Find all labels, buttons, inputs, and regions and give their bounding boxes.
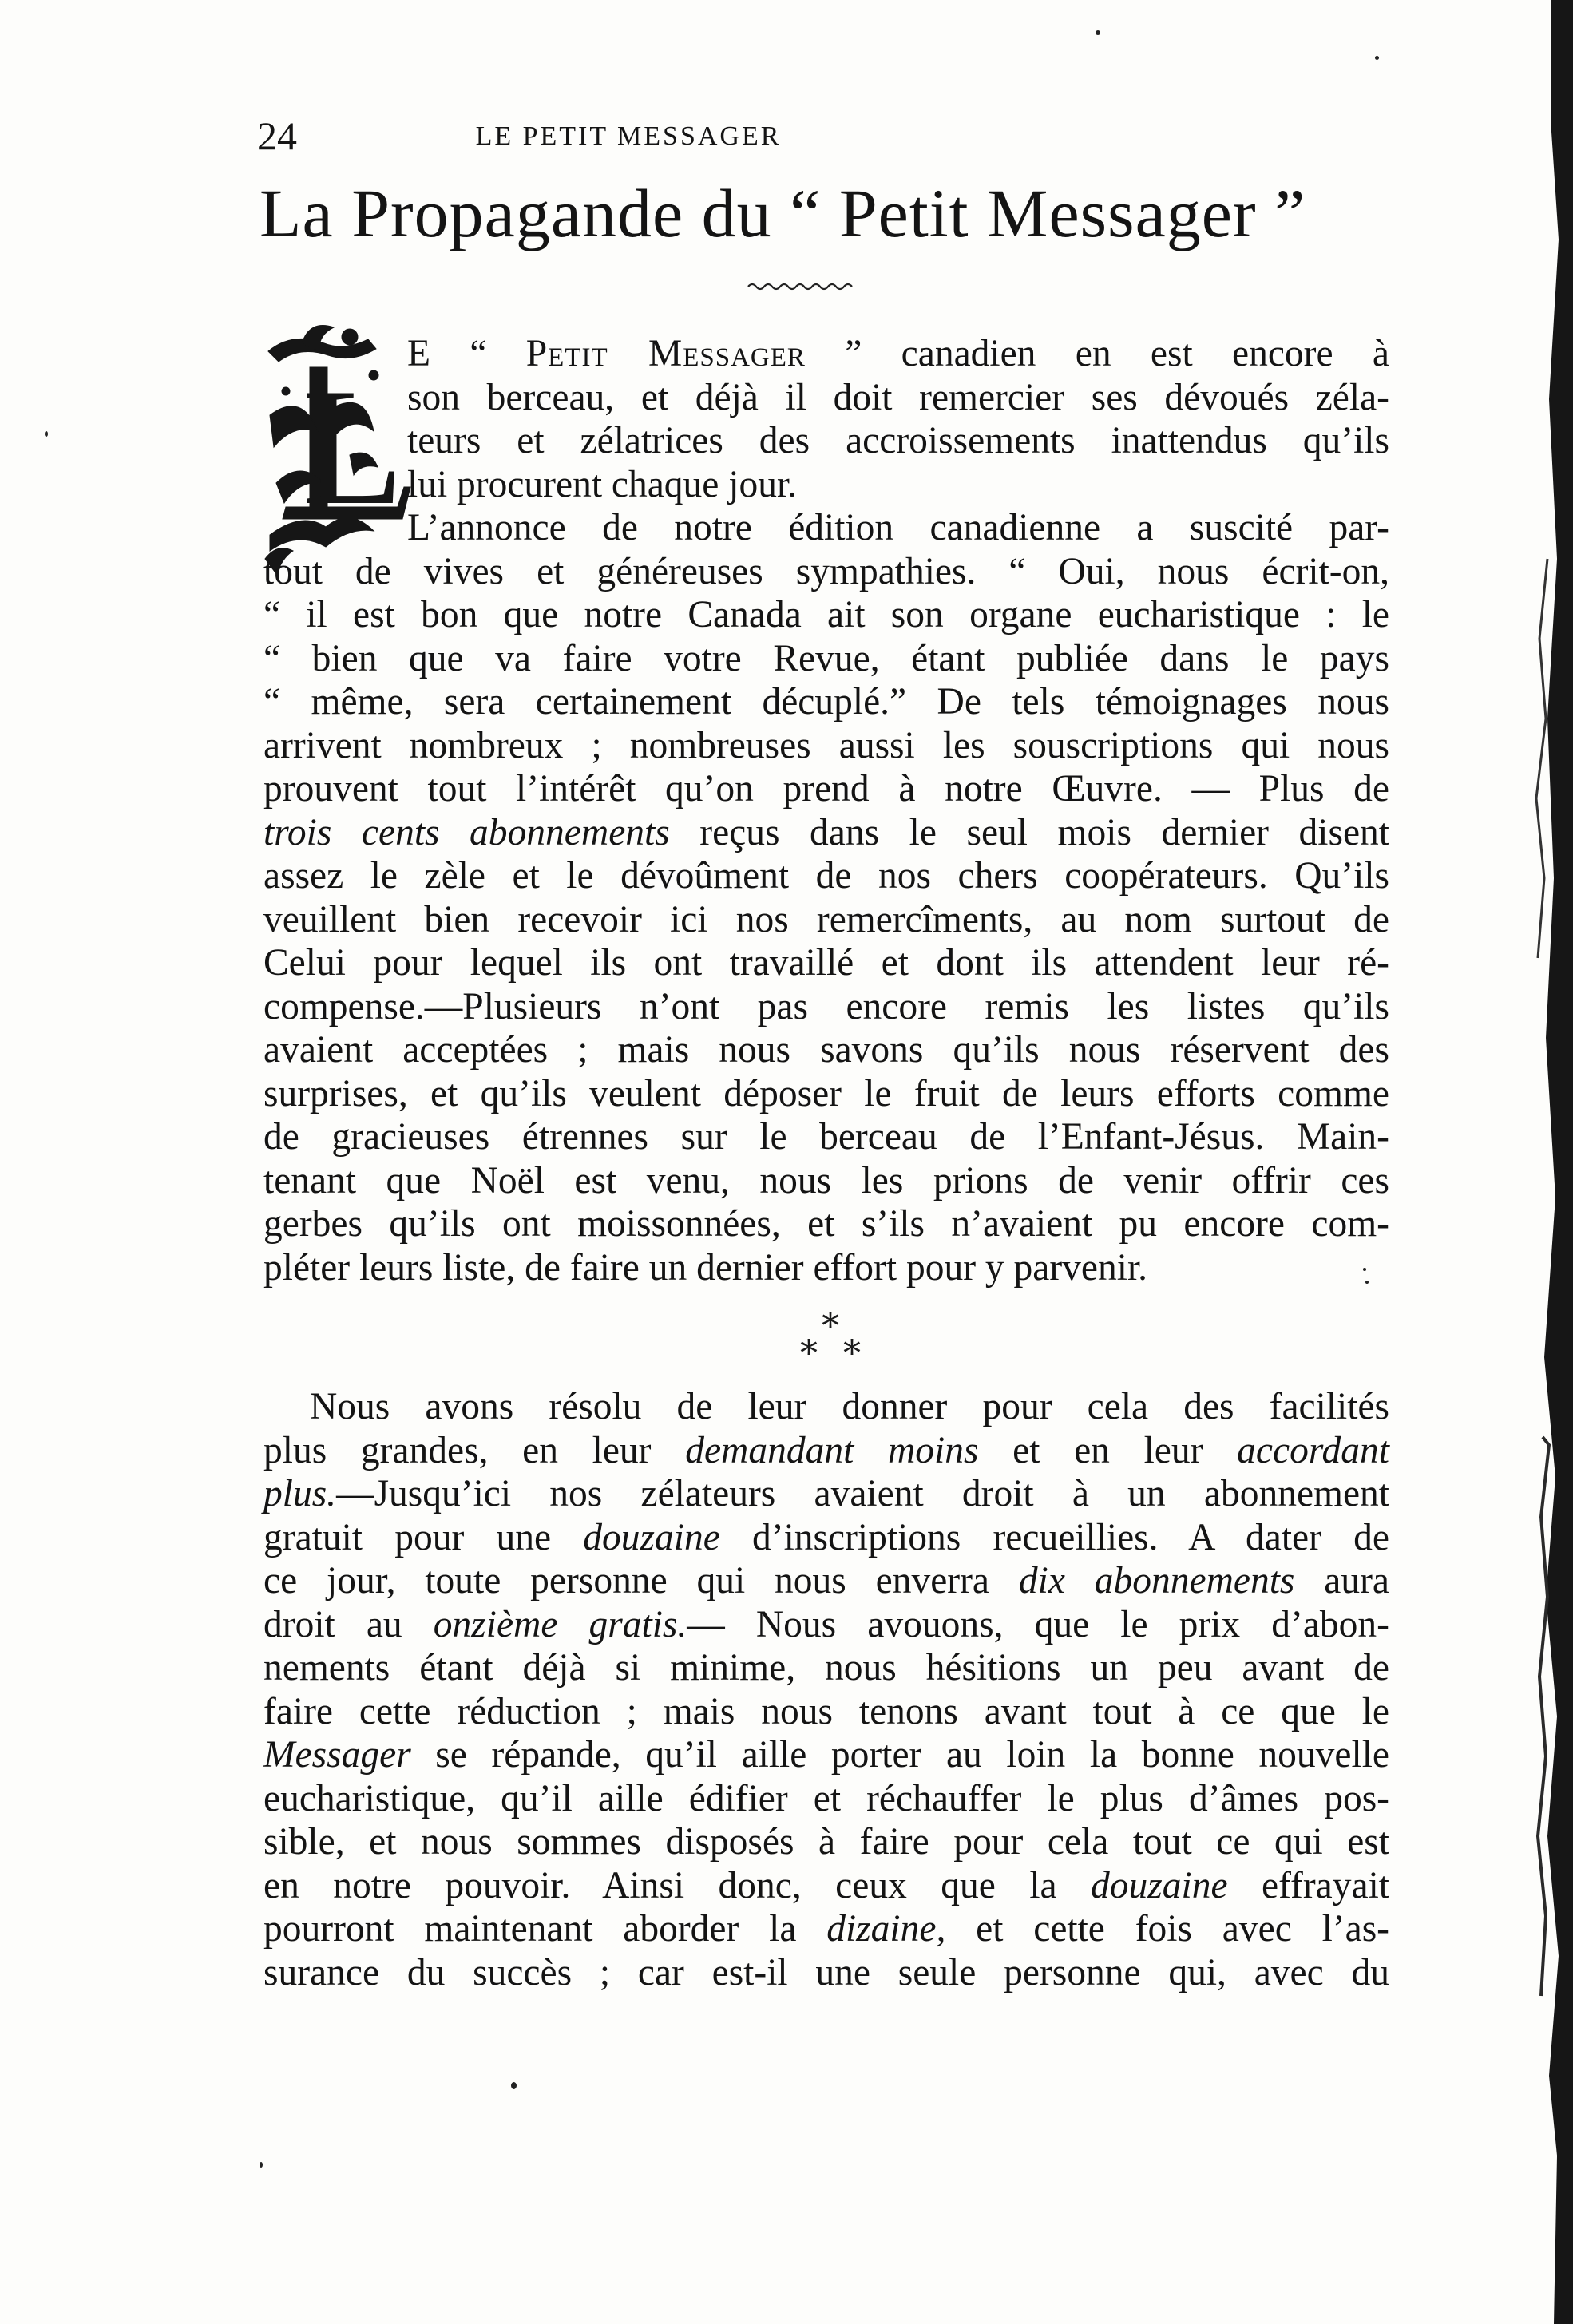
text-line: gerbes qu’ils ont moissonnées, et s’ils n’avaient pu encore com- [263, 1203, 1389, 1245]
text-line: pléter leurs liste, de faire un dernier effort pour y parvenir. [263, 1246, 1148, 1289]
text-line: faire cette réduction ; mais nous tenons avant tout à ce que le [263, 1690, 1389, 1732]
text-line: “ bien que va faire votre Revue, étant publiée dans le pays [263, 637, 1389, 679]
running-title: LE PETIT MESSAGER [475, 121, 782, 151]
scan-speck [1096, 30, 1100, 35]
paragraph-2 [263, 1385, 1389, 1994]
svg-text:*: * [822, 1309, 839, 1347]
text-line: nements étant déjà si minime, nous hésitions un peu avant de [263, 1647, 1389, 1689]
text-line: prouvent tout l’intérêt qu’on prend à notre Œuvre. — Plus de [263, 768, 1389, 810]
text-line: eucharistique, qu’il aille édifier et réchauffer le plus d’âmes pos- [263, 1777, 1389, 1819]
text-line: Nous avons résolu de leur donner pour cela des facilités [310, 1386, 1389, 1427]
text-line: Celui pour lequel ils ont travaillé et dont ils attendent leur ré- [263, 942, 1389, 984]
text-line: plus grandes, en leur demandant moins et en leur accordant [263, 1429, 1389, 1471]
text-line: son berceau, et déjà il doit remercier ses dévoués zéla- [407, 376, 1389, 418]
text-line: “ il est bon que notre Canada ait son organe eucharistique : le [263, 594, 1389, 635]
text-line: “ même, sera certainement décuplé.” De tels témoignages nous [263, 681, 1389, 723]
text-line: arrivent nombreux ; nombreuses aussi les souscriptions qui nous [263, 724, 1389, 766]
page-number: 24 [257, 113, 297, 158]
text-line: trois cents abonnements reçus dans le seul mois dernier disent [263, 811, 1390, 853]
text-line: en notre pouvoir. Ainsi donc, ceux que la douzaine effrayait [263, 1864, 1389, 1906]
text-line: surance du succès ; car est-il une seule personne qui, avec du [263, 1951, 1389, 1993]
running-header [257, 113, 1000, 158]
text-line: veuillent bien recevoir ici nos remercîments, au nom surtout de [263, 898, 1389, 940]
text-line: gratuit pour une douzaine d’inscriptions recueillies. A dater de [263, 1516, 1389, 1558]
text-line: Messager se répande, qu’il aille porter au loin la bonne nouvelle [263, 1734, 1389, 1776]
scanned-page-edge [1501, 0, 1573, 2324]
article-title: La Propagande du “ Petit Messager ” [260, 175, 1306, 251]
text-line: plus.—Jusqu’ici nos zélateurs avaient droit à un abonnement [263, 1473, 1389, 1514]
paragraph-1 [263, 332, 1389, 1289]
text-line: tout de vives et généreuses sympathies. “ Oui, nous écrit-on, [263, 550, 1389, 592]
scan-speck [1375, 56, 1379, 60]
text-line: E “ Petit Messager ” canadien en est encore à [407, 333, 1389, 374]
scan-speck [45, 431, 48, 437]
scan-speck [511, 2082, 517, 2089]
asterism-separator [786, 1309, 874, 1373]
scan-speck [1365, 1281, 1369, 1284]
scan-speck [260, 2162, 263, 2168]
text-line: droit au onzième gratis.— Nous avouons, que le prix d’abon- [263, 1603, 1389, 1645]
drop-cap-letter: L [302, 354, 405, 540]
text-line: surprises, et qu’ils veulent déposer le fruit de leurs efforts comme [263, 1072, 1389, 1114]
text-line: compense.—Plusieurs n’ont pas encore remis les listes qu’ils [263, 985, 1389, 1027]
text-line: teurs et zélatrices des accroissements inattendus qu’ils [407, 420, 1389, 461]
text-line: ce jour, toute personne qui nous enverra dix abonnements aura [263, 1560, 1389, 1601]
svg-text:*: * [800, 1333, 818, 1373]
text-line: L’annonce de notre édition canadienne a suscité par- [407, 507, 1389, 548]
text-line: avaient acceptées ; mais nous savons qu’ils nous réservent des [263, 1029, 1389, 1071]
text-line: sible, et nous sommes disposés à faire pour cela tout ce qui est [263, 1821, 1389, 1863]
text-line: pourront maintenant aborder la dizaine, et cette fois avec l’as- [263, 1908, 1389, 1950]
text-line: assez le zèle et le dévoûment de nos chers coopérateurs. Qu’ils [263, 855, 1389, 897]
svg-text:*: * [843, 1333, 861, 1373]
scan-speck [1363, 1268, 1366, 1271]
text-line: de gracieuses étrennes sur le berceau de l’Enfant-Jésus. Main- [263, 1116, 1389, 1158]
text-line: tenant que Noël est venu, nous les prions de venir offrir ces [263, 1159, 1389, 1202]
ornament-rule [747, 279, 858, 292]
text-line: lui procurent chaque jour. [407, 463, 798, 505]
